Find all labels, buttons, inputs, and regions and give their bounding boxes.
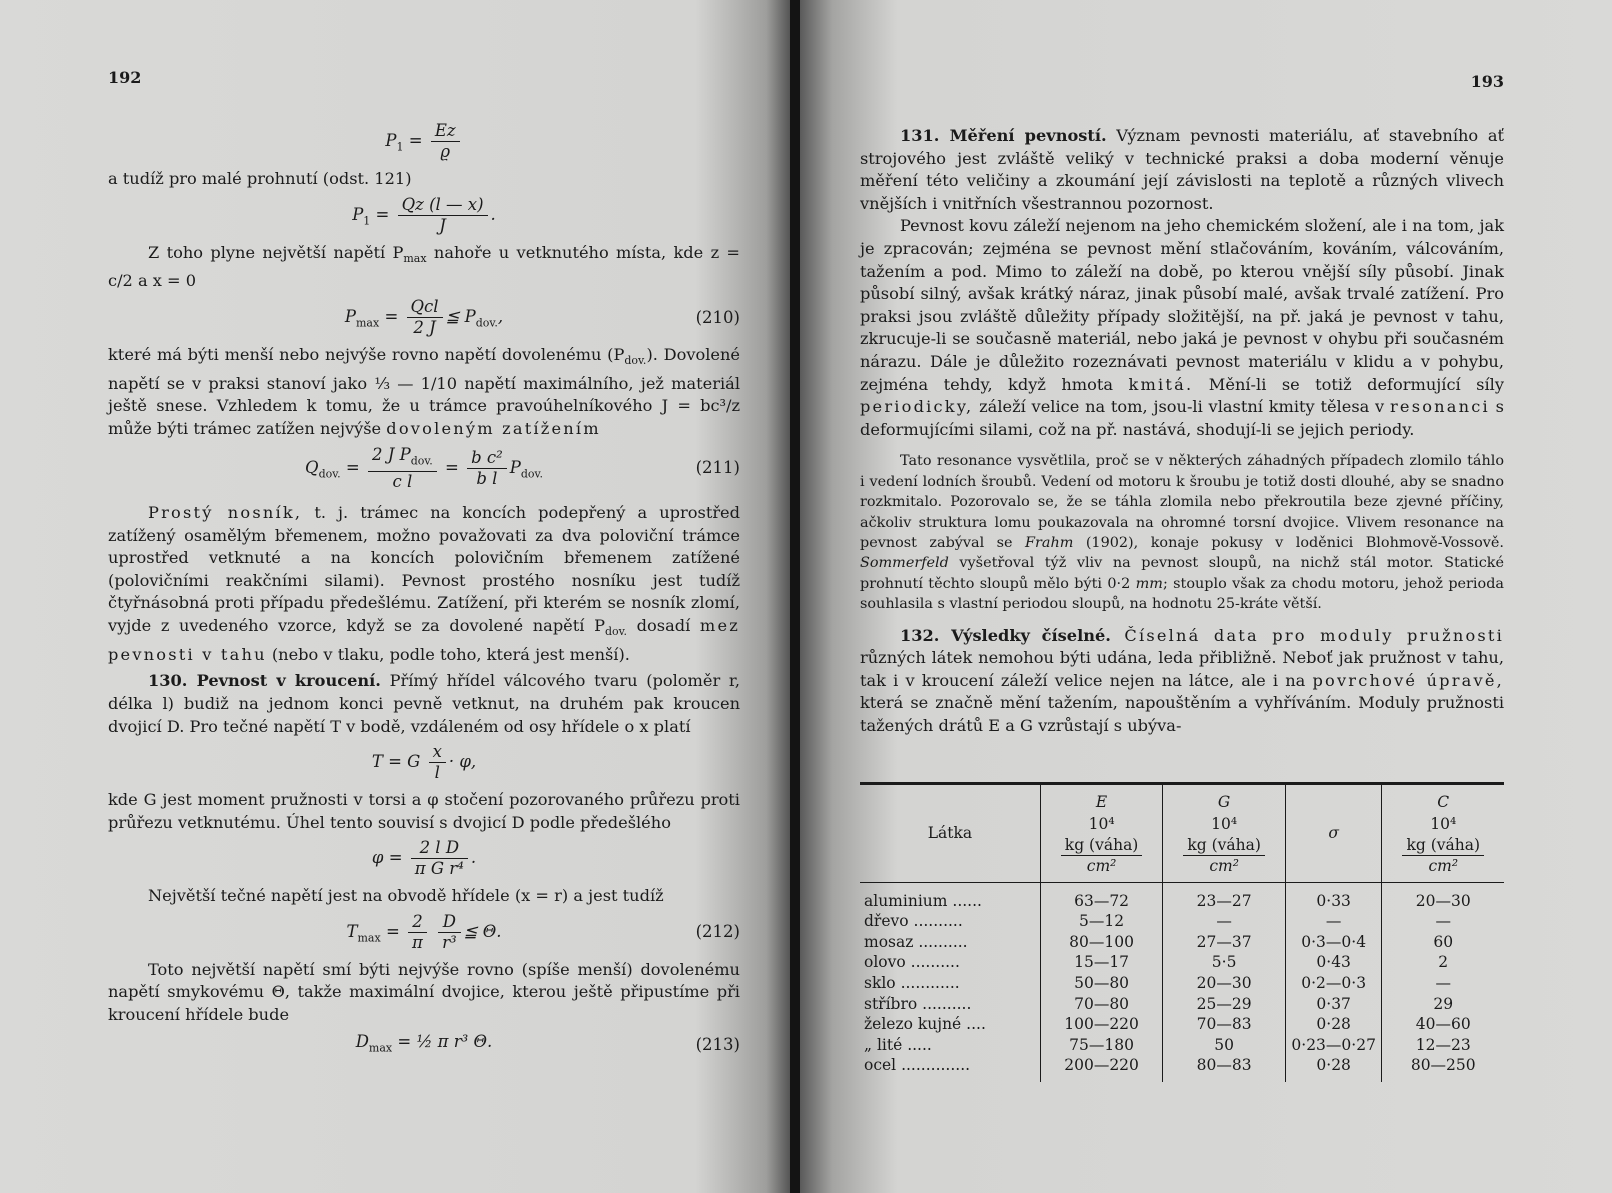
section-132: 132. Výsledky číselné. Číselná data pro moduly pružnosti různých látek nemohou býti udána, leda přibližně. Neboť jak pružnost v tahu, tak i v kroucení záleží velice nejen na látce, ale i na povrchové úpravě, která se značně mění tažením, napouštěním a vyhříváním. Moduly pružnosti tažených drátů E a G vzrůstají s ubýva-: [860, 625, 1504, 735]
page-number-right: 193: [1470, 72, 1504, 91]
cell-material: mosaz ..........: [864, 932, 968, 951]
cell-sigma: —: [1285, 911, 1382, 932]
elastic-moduli-table: [860, 782, 1504, 1082]
table-row: [860, 882, 1504, 911]
cell-c: 80—250: [1382, 1055, 1504, 1082]
page-number-left: 192: [108, 68, 142, 87]
header-g: G 10⁴ $\frac{\text{kg (váha)}}{\text{cm²}}$: [1163, 783, 1286, 882]
paragraph-prosty-nosnik: Prostý nosník, t. j. trámec na koncích podepřený a uprostřed zatížený osamělým břemenem, možno považovati za dva poloviční trámce uprostřed vetknuté a na koncích polovičním břemenem zatížené (polovičními reakčními silami). Pevnost prostého nosníku jest tudíž čtyřnásobná proti případu předešlému. Zatížení, při kterém se nosník zlomí, vyjde z uvedeného vzorce, když se za dovolené napětí $P_{dov.}$ dosadí mez pevnosti v tahu (nebo v tlaku, podle toho, která jest menší).: [108, 502, 740, 664]
cell-sigma: 0·2—0·3: [1285, 973, 1382, 994]
cell-sigma: 0·23—0·27: [1285, 1035, 1382, 1056]
cell-g: 23—27: [1163, 882, 1286, 911]
cell-g: 25—29: [1163, 994, 1286, 1015]
equation-t: T = G $\frac{x}{l}$ · φ,: [371, 742, 477, 783]
cell-g: 80—83: [1163, 1055, 1286, 1082]
cell-e: 15—17: [1040, 952, 1163, 973]
section-130: 130. Pevnost v kroucení. Přímý hřídel válcového tvaru (poloměr r, délka l) budiž na jednom konci pevně vetknut, na druhém pak kroucen dvojicí D. Pro tečné napětí T v bodě, vzdáleném od osy hřídele o x platí: [108, 671, 740, 736]
header-e: E 10⁴ $\frac{\text{kg (váha)}}{\text{cm²}}$: [1040, 783, 1163, 882]
paragraph-pevnost-kovu: Pevnost kovu záleží nejenom na jeho chemickém složení, ale i na tom, jak je zpracován; zejména se pevnost mění stlačováním, kováním, válcováním, tažením a pod. Mimo to záleží na době, po kterou vnější síly působí. Jinak působí silný, avšak krátký náraz, jinak působí malé, avšak trvalé zatížení. Pro praksi jsou zvláště důležity případy složitější, na př. jaká je pevnost v tahu, zkrucuje-li se současně materiál, nebo jaká je pevnost v ohybu při současném nárazu. Dále je důležito rozeznávati pevnost materiálu v klidu a v pohybu, zejména tehdy, když hmota kmitá. Mění-li se totiž deformující síly periodicky, záleží velice na tom, jsou-li vlastní kmity tělesa v resonanci s deformujícími silami, což na př. nastává, shodují-li se jejich periody.: [860, 216, 1504, 439]
cell-material: stříbro ..........: [864, 994, 972, 1013]
paragraph-torsi: kde G jest moment pružnosti v torsi a φ stočení pozorovaného průřezu proti průřezu vetknutému. Úhel tento souvisí s dvojicí D podle předešlého: [108, 790, 740, 832]
equation-211: $Q_{dov.}$ = $\frac{2 J P_{dov.}}{\text{c l}}$ = $\frac{\text{b c²}}{\text{b l}}$ $P_{dov.}$ (211): [305, 444, 740, 491]
equation-p1-ez: $P_1$ = $\frac{Ez}{ϱ}$: [108, 121, 740, 162]
cell-material: sklo ............: [864, 973, 960, 992]
cell-sigma: 0·28: [1285, 1014, 1382, 1035]
table-row: [860, 1035, 1504, 1056]
cell-e: 200—220: [1040, 1055, 1163, 1082]
paragraph-dovolene: které má býti menší nebo nejvýše rovno napětí dovolenému $(P_{dov.})$. Dovolené napětí se v praksi stanoví jako ⅓ — 1/10 napětí maximálního, jež materiál ještě snese. Vzhledem k tomu, že u trámce pravoúhelníkového J = bc³/z může býti trámec zatížen nejvýše dovoleným zatížením: [108, 345, 741, 439]
cell-e: 100—220: [1040, 1014, 1163, 1035]
cell-g: 20—30: [1163, 973, 1286, 994]
cell-material: železo kujné ....: [864, 1015, 986, 1034]
cell-sigma: 0·28: [1285, 1055, 1382, 1082]
cell-g: 5·5: [1163, 952, 1286, 973]
section-132-heading: 132. Výsledky číselné.: [900, 625, 1111, 645]
small-print-resonance: Tato resonance vysvětlila, proč se v některých záhadných případech zlomilo táhlo i vedení lodních šroubů. Vedení od motoru k šroubu je totiž dosti dlouhé, aby se snadno rozkmitalo. Pozorovalo se, že se táhla zlomila nebo překroutila beze zjevné příčiny, ačkoliv struktura lomu poukazovala na ohromné torsní dvojice. Vlivem resonance na pevnost zabýval se Frahm (1902), konaje pokusy v loděnici Blohmově-Vossově. Sommerfeld vyšetřoval týž vliv na pevnost sloupů, na nichž stál motor. Statické prohnutí těchto sloupů mělo býti 0·2 mm; stouplo však za chodu motoru, jehož perioda souhlasila s vlastní periodou sloupů, na hodnotu 25-kráte větší.: [860, 453, 1504, 613]
cell-material: olovo ..........: [864, 953, 960, 972]
cell-e: 75—180: [1040, 1035, 1163, 1056]
section-131-heading: 131. Měření pevností.: [900, 126, 1107, 145]
cell-material: ocel ..............: [864, 1056, 971, 1075]
cell-material: aluminium ......: [864, 891, 982, 910]
table-row: [860, 1055, 1504, 1082]
cell-c: 12—23: [1382, 1035, 1504, 1056]
book-gutter: [790, 0, 800, 1193]
cell-material: dřevo ..........: [864, 912, 963, 931]
equation-number-212: (212): [695, 922, 740, 942]
equation-210: $P_{max}$ = $\frac{\text{Qcl}}{2 J}$ ≦ $P_{dov.}$, (210): [344, 297, 740, 338]
cell-e: 80—100: [1040, 932, 1163, 953]
header-c: C 10⁴ $\frac{\text{kg (váha)}}{\text{cm²}}$: [1382, 783, 1504, 882]
cell-c: 40—60: [1382, 1014, 1504, 1035]
cell-c: —: [1382, 911, 1504, 932]
cell-g: 70—83: [1163, 1014, 1286, 1035]
cell-sigma: 0·37: [1285, 994, 1382, 1015]
cell-g: 27—37: [1163, 932, 1286, 953]
table-row: [860, 952, 1504, 973]
equation-number-211: (211): [695, 458, 740, 478]
cell-e: 63—72: [1040, 882, 1163, 911]
paragraph-tecne-napeti: Největší tečné napětí jest na obvodě hřídele (x = r) a jest tudíž: [148, 886, 664, 906]
table-row: [860, 973, 1504, 994]
right-page: [800, 0, 1612, 1193]
cell-c: 2: [1382, 952, 1504, 973]
cell-c: 20—30: [1382, 882, 1504, 911]
equation-213: $D_{max}$ = ½ π r³ Θ. (213): [355, 1031, 740, 1054]
cell-e: 5—12: [1040, 911, 1163, 932]
cell-sigma: 0·3—0·4: [1285, 932, 1382, 953]
table-row: [860, 932, 1504, 953]
table-row: [860, 1014, 1504, 1035]
cell-e: 50—80: [1040, 973, 1163, 994]
equation-212: $T_{max}$ = $\frac{2}{\pi}$ $\frac{D}{\text{r³}}$ ≦ Θ. (212): [346, 911, 740, 952]
text-line-a: a tudíž pro malé prohnutí (odst. 121): [108, 169, 412, 188]
table-row: [860, 994, 1504, 1015]
cell-sigma: 0·43: [1285, 952, 1382, 973]
cell-c: 60: [1382, 932, 1504, 953]
cell-e: 70—80: [1040, 994, 1163, 1015]
table-row: [860, 911, 1504, 932]
paragraph-nejvetsi-napeti: Toto největší napětí smí býti nejvýše rovno (spíše menší) dovolenému napětí smykovému Θ, takže maximální dvojice, kterou ještě připustíme při kroucení hřídele bude: [108, 959, 740, 1025]
section-130-heading: 130. Pevnost v kroucení.: [148, 671, 381, 691]
header-sigma: σ: [1285, 783, 1382, 882]
equation-p1-qz: $P_1$ = $\frac{Qz (l — x)}{J}$ .: [352, 194, 496, 235]
cell-c: 29: [1382, 994, 1504, 1015]
header-latka: Látka: [860, 783, 1040, 882]
cell-c: —: [1382, 973, 1504, 994]
paragraph-pmax: Z toho plyne největší napětí $P_{max}$ nahoře u vetknutého místa, kde z = c/2 a x = 0: [108, 242, 740, 291]
equation-number-213: (213): [695, 1034, 740, 1054]
cell-material: „ lité .....: [864, 1035, 932, 1054]
cell-g: —: [1163, 911, 1286, 932]
left-page: [0, 0, 790, 1193]
cell-g: 50: [1163, 1035, 1286, 1056]
cell-sigma: 0·33: [1285, 882, 1382, 911]
equation-number-210: (210): [695, 307, 740, 327]
section-131: 131. Měření pevností. Význam pevnosti materiálu, ať stavebního ať strojového jest zvláště veliký v technické praksi a doba moderní věnuje měření této veličiny a zkoumání její závislosti na teplotě a různých vlivech vnějších i vnitřních všestrannou pozornost.: [860, 126, 1504, 213]
equation-phi: φ = $\frac{\text{2 l D}}{\text{π G r⁴}}$ .: [371, 838, 477, 879]
